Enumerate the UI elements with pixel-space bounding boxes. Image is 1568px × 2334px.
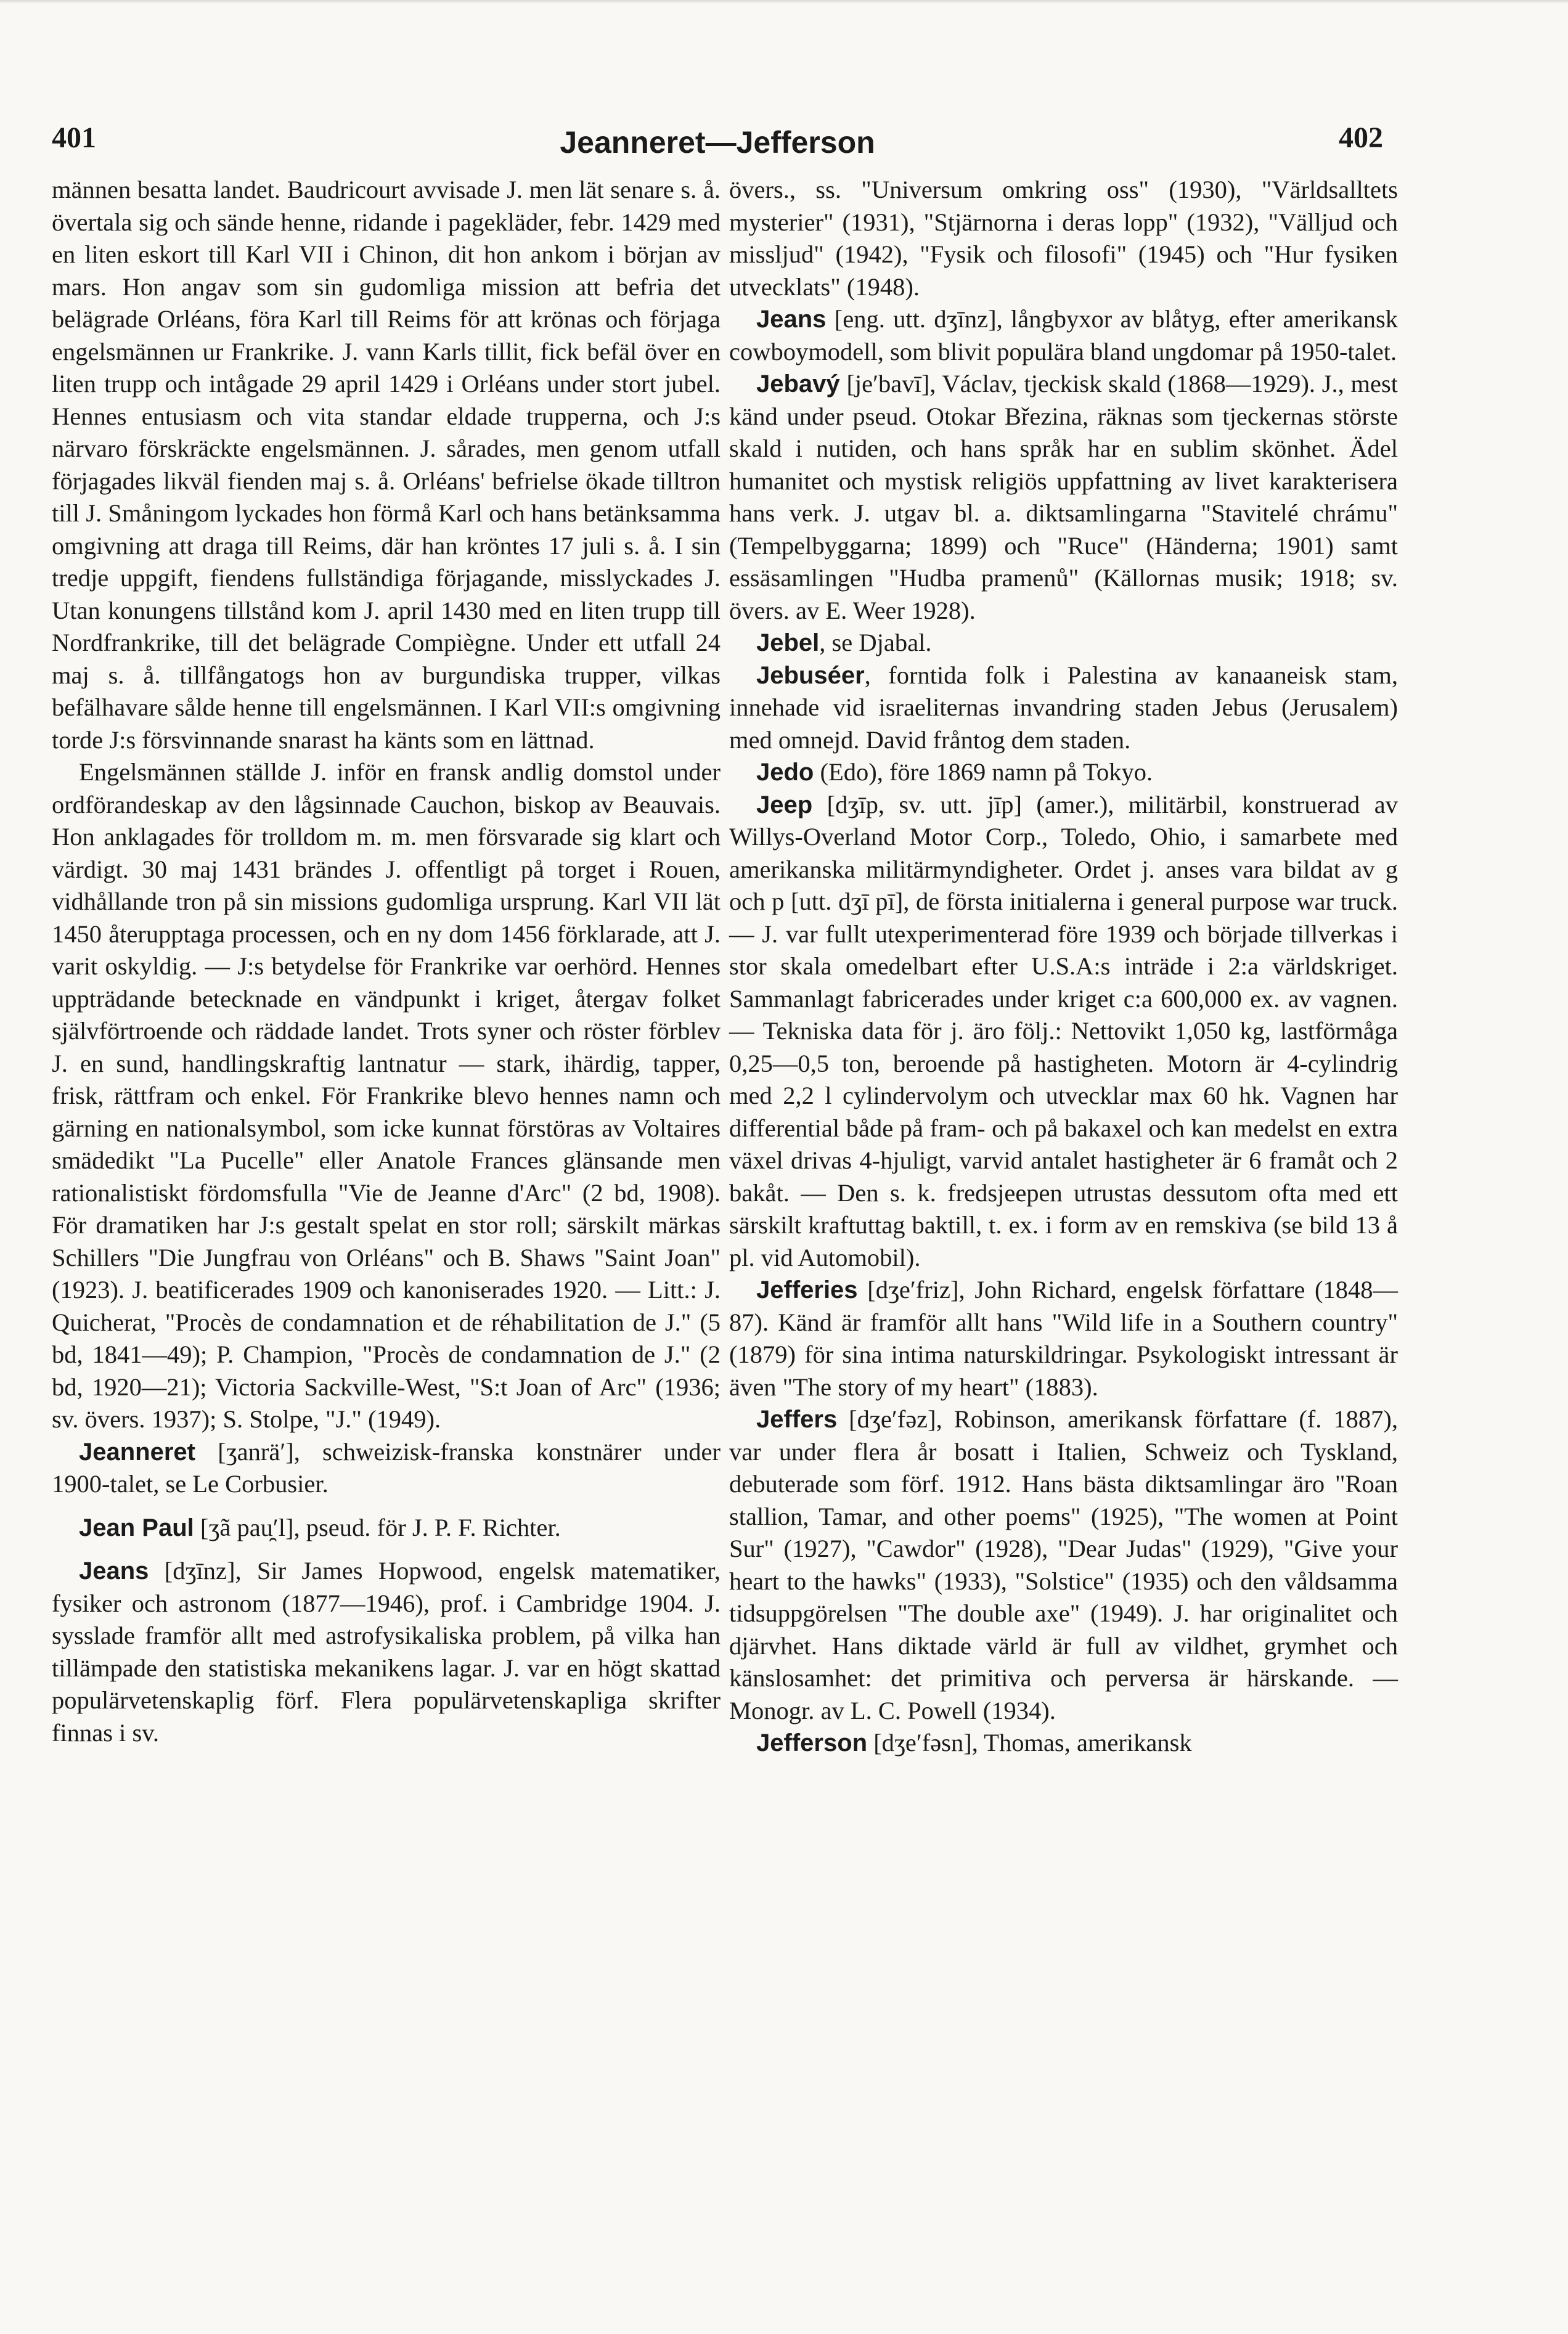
entry-headword: Jebavý [756, 370, 840, 398]
entry-text: [dʒe′friz], John Richard, engelsk författare (1848—87). Känd är framför allt hans "Wild life in a Southern country" (1879) för sina intima naturskildringar. Psykologiskt intressant är även "The story of my heart" (1883). [729, 1276, 1398, 1401]
entry-text: [eng. utt. dʒīnz], långbyxor av blåtyg, efter amerikansk cowboymodell, som blivit populära bland ungdomar på 1950-talet. [729, 305, 1398, 365]
scan-top-edge [0, 0, 1568, 4]
entry-jeffers [729, 1403, 1398, 1727]
entry-text: [ʒã pau̯′l], pseud. för J. P. F. Richter. [194, 1513, 561, 1541]
page-number-left: 401 [52, 121, 96, 154]
entry-paragraph [52, 756, 721, 1436]
entry-jebavy [729, 368, 1398, 627]
entry-jeep [729, 789, 1398, 1275]
entry-headword: Jeep [756, 791, 813, 818]
left-column [52, 174, 721, 1749]
entry-text: männen besatta landet. Baudricourt avvisade J. men lät senare s. å. övertala sig och sände henne, ridande i pagekläder, febr. 1429 med en liten eskort till Karl VII i Chinon, dit hon ankom i början av mars. Hon angav som sin gudomliga mission att befria det belägrade Orléans, föra Karl till Reims för att krönas och förjaga engelsmännen ur Frankrike. J. vann Karls tillit, fick befäl över en liten trupp och intågade 29 april 1429 i Orléans under stort jubel. Hennes entusiasm och vita standar eldade trupperna, och J:s närvaro förskräckte engelsmännen. J. sårades, men genom utfall förjagades likväl fienden maj s. å. Orléans' befrielse ökade tilltron till J. Småningom lyckades hon förmå Karl och hans betänksamma omgivning att draga till Reims, där han kröntes 17 juli s. å. I sin tredje uppgift, fiendens fullständiga förjagande, misslyckades J. Utan konungens tillstånd kom J. april 1430 med en liten trupp till Nordfrankrike, till det belägrade Compiègne. Under ett utfall 24 maj s. å. tillfångatogs hon av burgundiska trupper, vilkas befälhavare sålde henne till engelsmännen. I Karl VII:s omgivning torde J:s försvinnande snarast ha känts som en lättnad. [52, 176, 721, 754]
entry-jebel [729, 627, 1398, 659]
entry-jefferies [729, 1274, 1398, 1403]
entry-jean-paul [52, 1512, 721, 1544]
entry-headword: Jebuséer [756, 661, 865, 689]
entry-text: [dʒe′fəsn], Thomas, amerikansk [867, 1729, 1192, 1757]
entry-text: (Edo), före 1869 namn på Tokyo. [814, 758, 1153, 786]
entry-headword: Jebel [756, 629, 820, 656]
entry-jeans-james [52, 1555, 721, 1749]
entry-headword: Jeanneret [79, 1438, 195, 1466]
entry-text: [dʒe′fəz], Robinson, amerikansk författare (f. 1887), var under flera år bosatt i Italien, Schweiz och Tyskland, debuterade som förf. 1912. Hans bästa diktsamlingar äro "Roan stallion, Tamar, and other poems" (1925), "The women at Point Sur" (1927), "Cawdor" (1928), "Dear Judas" (1929), "Give your heart to the hawks" (1933), "Solstice" (1935) och den våldsamma tidsuppgörelsen "The double axe" (1949). J. har originalitet och djärvhet. Hans diktade värld är full av vildhet, grymhet och känslosamhet: det primitiva och perversa är härskande. — Monogr. av L. C. Powell (1934). [729, 1405, 1398, 1724]
entry-text: Engelsmännen ställde J. inför en fransk andlig domstol under ordförandeskap av den lågsinnade Cauchon, biskop av Beauvais. Hon anklagades för trolldom m. m. men försvarade sig klart och värdigt. 30 maj 1431 brändes J. offentligt på torget i Rouen, vidhållande tron på sin missions gudomliga ursprung. Karl VII lät 1450 återupptaga processen, och en ny dom 1456 förklarade, att J. varit oskyldig. — J:s betydelse för Frankrike var oerhörd. Hennes uppträdande betecknade en vändpunkt i kriget, återgav folket självförtroende och räddade landet. Trots syner och röster förblev J. en sund, handlingskraftig lantnatur — stark, ihärdig, tapper, frisk, rättfram och enkel. För Frankrike blevo hennes namn och gärning en nationalsymbol, som icke kunnat förstöras av Voltaires smädedikt "La Pucelle" eller Anatole Frances glänsande men rationalistiskt fördomsfulla "Vie de Jeanne d'Arc" (2 bd, 1908). För dramatiken har J:s gestalt spelat en stor roll; särskilt märkas Schillers "Die Jungfrau von Orléans" och B. Shaws "Saint Joan" (1923). J. beatificerades 1909 och kanoniserades 1920. — Litt.: J. Quicherat, "Procès de condamnation et de réhabilitation de J." (5 bd, 1841—49); P. Champion, "Procès de condamnation de J." (2 bd, 1920—21); Victoria Sackville-West, "S:t Joan of Arc" (1936; sv. övers. 1937); S. Stolpe, "J." (1949). [52, 758, 721, 1433]
entry-text: [ʒanrä′], schweizisk-franska konstnärer under 1900-talet, se Le Corbusier. [52, 1437, 721, 1498]
right-column [729, 174, 1398, 1760]
entry-jefferson [729, 1727, 1398, 1760]
entry-jeanneret [52, 1436, 721, 1501]
entry-headword: Jeans [756, 306, 827, 333]
page-header [52, 121, 1383, 170]
entry-headword: Jeans [79, 1557, 149, 1585]
entry-jedo [729, 756, 1398, 789]
entry-text: [dʒīnz], Sir James Hopwood, engelsk matematiker, fysiker och astronom (1877—1946), prof. i Cambridge 1904. J. sysslade framför allt med astrofysikaliska problem, på vilka han tillämpade den statistiska mekanikens lagar. J. var en högt skattad populärvetenskaplig förf. Flera populärvetenskapliga skrifter finnas i sv. [52, 1557, 721, 1747]
entry-jeans-clothing [729, 303, 1398, 368]
entry-paragraph [729, 174, 1398, 303]
entry-text: [dʒīp, sv. utt. jīp] (amer.), militärbil, konstruerad av Willys-Overland Motor Corp., Toledo, Ohio, i samarbete med amerikanska militärmyndigheter. Ordet j. anses vara bildat av g och p [utt. dʒī pī], de första initialerna i general purpose war truck. — J. var fullt utexperimenterad före 1939 och började tillverkas i stor skala omedelbart efter U.S.A:s inträde i 2:a världskriget. Sammanlagt fabricerades under kriget c:a 600,000 ex. av vagnen. — Tekniska data för j. äro följ.: Nettovikt 1,050 kg, lastförmåga 0,25—0,5 ton, beroende på hastigheten. Motorn är 4-cylindrig med 2,2 l cylindervolym och utvecklar max 60 hk. Vagnen har differential både på fram- och på bakaxel och kan medelst en extra växel drivas 4-hjuligt, varvid antalet hastigheter är 6 framåt och 2 bakåt. — Den s. k. fredsjeepen utrustas dessutom ofta med ett särskilt kraftuttag baktill, t. ex. i form av en remskiva (se bild 13 å pl. vid Automobil). [729, 790, 1398, 1271]
entry-headword: Jefferson [756, 1729, 868, 1757]
entry-text: , forntida folk i Palestina av kanaaneisk stam, innehade vid israeliternas invandring staden Jebus (Jerusalem) med omnejd. David fråntog dem staden. [729, 661, 1398, 754]
entry-text: övers., ss. "Universum omkring oss" (1930), "Världsalltets mysterier" (1931), "Stjärnorna i deras lopp" (1932), "Välljud och missljud" (1942), "Fysik och filosofi" (1945) och "Hur fysiken utvecklats" (1948). [729, 176, 1398, 301]
entry-jebuseer [729, 659, 1398, 757]
entry-headword: Jedo [756, 759, 814, 786]
running-head: Jeanneret—Jefferson [560, 125, 875, 160]
entry-headword: Jefferies [756, 1276, 858, 1304]
entry-headword: Jeffers [756, 1406, 838, 1433]
entry-paragraph [52, 174, 721, 756]
page-number-right: 402 [1339, 121, 1383, 154]
entry-text: , se Djabal. [819, 629, 932, 656]
entry-text: [je′bavī], Václav, tjeckisk skald (1868—1929). J., mest känd under pseud. Otokar Březina, räknas som tjeckernas störste skald i nutiden, och hans språk har en sublim skönhet. Ädel humanitet och mystisk religiös uppfattning av livet karakterisera hans verk. J. utgav bl. a. diktsamlingarna "Stavitelé chrámu" (Tempelbyggarna; 1899) och "Ruce" (Händerna; 1901) samt essäsamlingen "Hudba pramenů" (Källornas musik; 1918; sv. övers. av E. Weer 1928). [729, 370, 1398, 624]
entry-headword: Jean Paul [79, 1514, 194, 1541]
